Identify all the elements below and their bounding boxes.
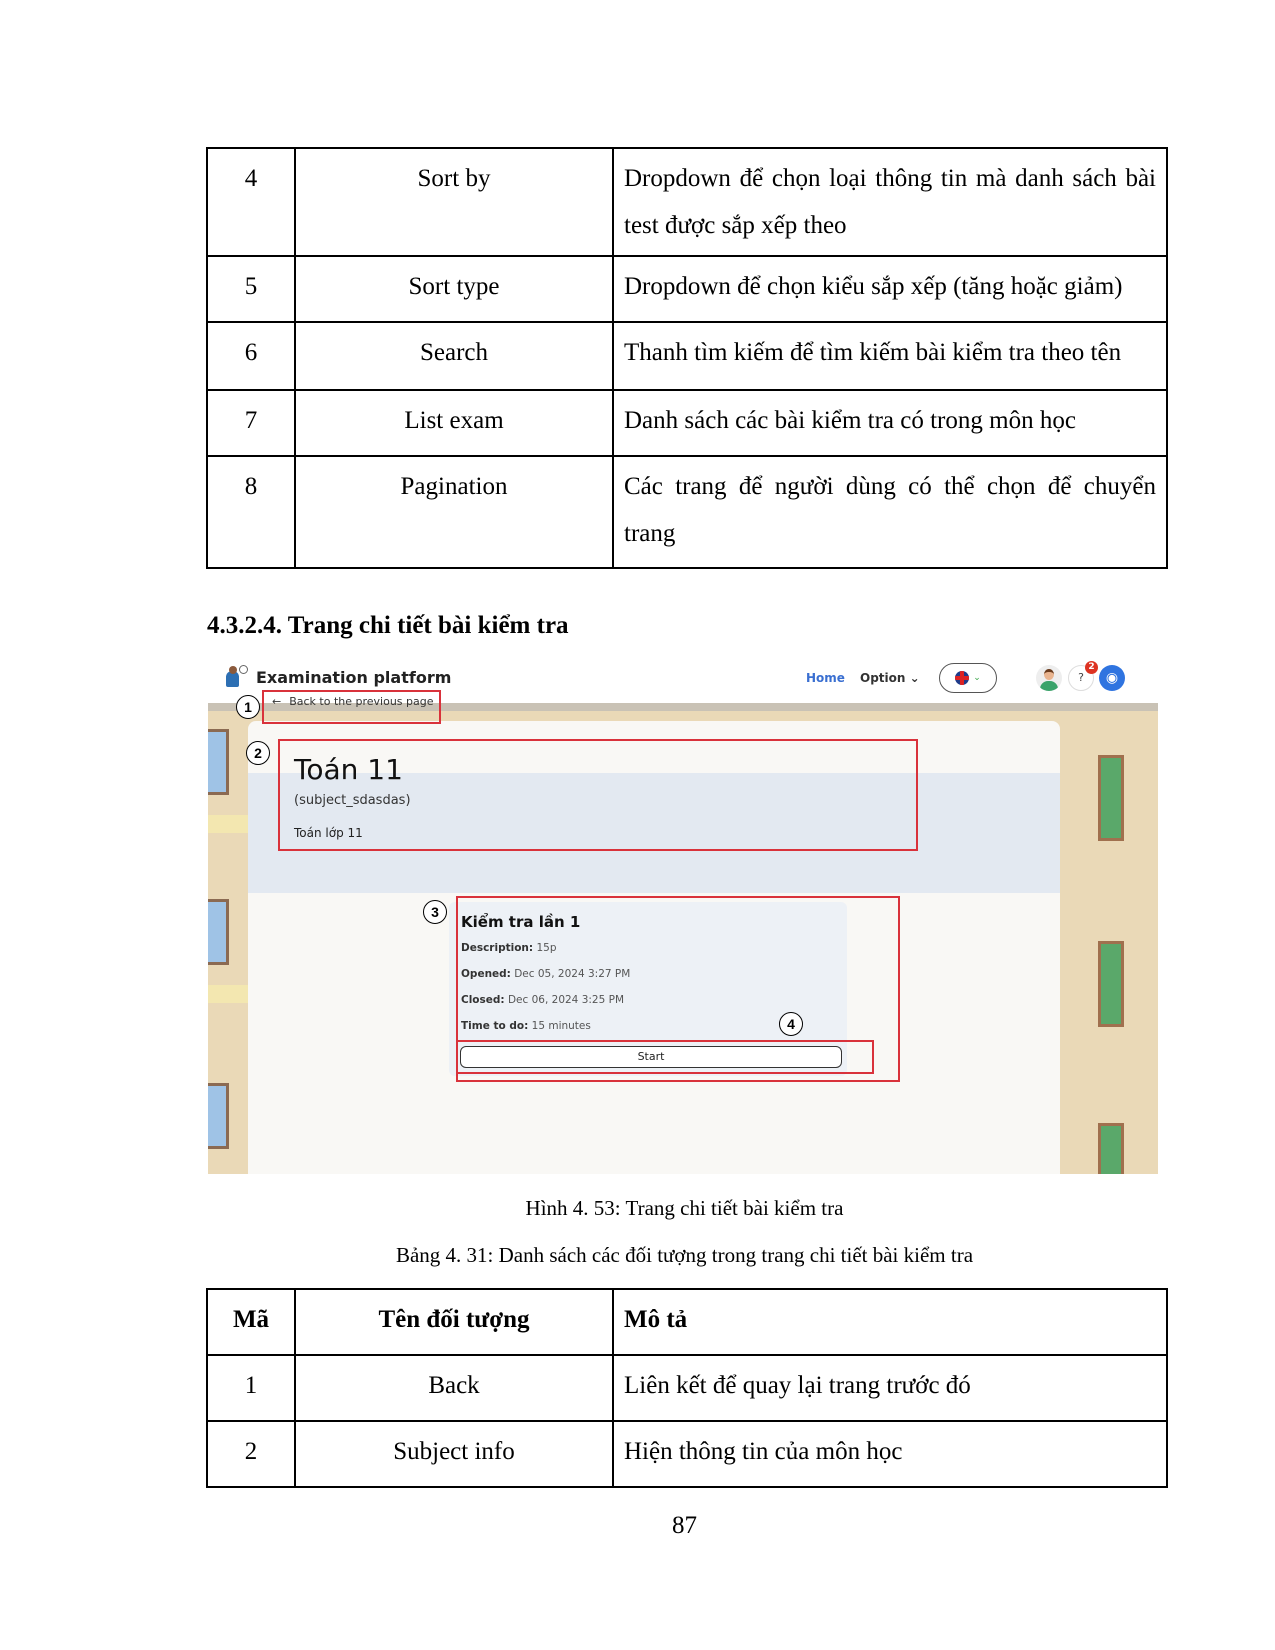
door-decoration: [1098, 941, 1124, 1027]
door-decoration: [1098, 755, 1124, 841]
row-code: 1: [207, 1355, 295, 1421]
table-row: [207, 1421, 1167, 1487]
window-decoration: [208, 1083, 229, 1149]
header-code: Mã: [207, 1289, 295, 1355]
header-name: Tên đối tượng: [295, 1289, 613, 1355]
door-decoration: [1098, 1123, 1124, 1174]
table-row: [207, 256, 1167, 322]
exam-opened: Opened: Dec 05, 2024 3:27 PM: [461, 968, 631, 980]
table-caption: Bảng 4. 31: Danh sách các đối tượng trong trang chi tiết bài kiểm tra: [395, 1243, 974, 1267]
window-decoration: [208, 729, 229, 795]
header-desc: Mô tả: [613, 1289, 1167, 1355]
table-row: [207, 148, 1167, 256]
row-name: Back: [295, 1355, 613, 1421]
row-desc: Dropdown để chọn loại thông tin mà danh sách bài test được sắp xếp theo: [613, 148, 1167, 256]
arrow-left-icon: ←: [272, 695, 282, 708]
row-desc: Hiện thông tin của môn học: [613, 1421, 1167, 1487]
table-row: [207, 1355, 1167, 1421]
row-name: Sort by: [295, 148, 613, 256]
language-selector[interactable]: [939, 663, 997, 693]
row-desc: Các trang để người dùng có thể chọn để chuyển trang: [613, 456, 1167, 568]
chat-button[interactable]: [1099, 665, 1125, 691]
highlight-box-1: [262, 690, 441, 724]
row-desc: Danh sách các bài kiểm tra có trong môn học: [613, 390, 1167, 456]
figure-screenshot: [208, 655, 1158, 1174]
nav-home-link[interactable]: Home: [806, 671, 845, 685]
nav-option-label: Option: [860, 671, 906, 685]
row-name: Pagination: [295, 456, 613, 568]
exam-time: Time to do: 15 minutes: [461, 1020, 591, 1032]
objects-table-continued: [206, 147, 1168, 569]
notification-button[interactable]: [1068, 662, 1095, 691]
row-code: 2: [207, 1421, 295, 1487]
notification-badge: 2: [1085, 661, 1098, 674]
page-number: 87: [672, 1512, 697, 1539]
row-code: 6: [207, 322, 295, 390]
row-name: List exam: [295, 390, 613, 456]
nav-option-dropdown[interactable]: [860, 671, 920, 685]
uk-flag-icon: [955, 671, 969, 685]
figure-caption: Hình 4. 53: Trang chi tiết bài kiểm tra: [525, 1196, 844, 1220]
row-desc: Thanh tìm kiếm để tìm kiếm bài kiểm tra theo tên: [613, 322, 1167, 390]
ledge-decoration: [208, 985, 248, 1003]
highlight-box-3: [456, 896, 900, 1082]
row-name: Search: [295, 322, 613, 390]
table-row: [207, 456, 1167, 568]
brand-title: Examination platform: [256, 667, 452, 687]
annotation-marker-2: 2: [246, 741, 270, 765]
highlight-box-2: [278, 739, 918, 851]
row-code: 5: [207, 256, 295, 322]
brand[interactable]: [224, 665, 451, 689]
chat-bubbles-icon: ◉: [1105, 670, 1119, 686]
row-code: 8: [207, 456, 295, 568]
table-header-row: [207, 1289, 1167, 1355]
user-avatar[interactable]: [1036, 665, 1062, 691]
chevron-down-icon: ⌄: [909, 671, 920, 685]
row-desc: Dropdown để chọn kiểu sắp xếp (tăng hoặc giảm): [613, 256, 1167, 322]
student-logo-icon: [224, 665, 248, 689]
exam-closed: Closed: Dec 06, 2024 3:25 PM: [461, 994, 625, 1006]
row-name: Sort type: [295, 256, 613, 322]
table-row: [207, 322, 1167, 390]
start-button[interactable]: Start: [460, 1046, 842, 1068]
row-desc: Liên kết để quay lại trang trước đó: [613, 1355, 1167, 1421]
subject-code: (subject_sdasdas): [294, 793, 411, 808]
back-link-label: Back to the previous page: [289, 695, 434, 708]
ledge-decoration: [208, 815, 248, 833]
table-row: [207, 390, 1167, 456]
objects-table: [206, 1288, 1168, 1488]
bell-icon: ?: [1078, 671, 1084, 684]
section-heading: 4.3.2.4. Trang chi tiết bài kiểm tra: [207, 612, 569, 639]
annotation-marker-4: 4: [779, 1012, 803, 1036]
window-decoration: [208, 899, 229, 965]
annotation-marker-1: 1: [236, 695, 260, 719]
row-code: 7: [207, 390, 295, 456]
annotation-marker-3: 3: [423, 900, 447, 924]
subject-description: Toán lớp 11: [294, 826, 363, 840]
exam-title: Kiểm tra lần 1: [461, 913, 581, 931]
exam-description: Description: 15p: [461, 942, 557, 954]
row-code: 4: [207, 148, 295, 256]
chevron-down-icon: ⌄: [973, 673, 981, 683]
subject-title: Toán 11: [294, 753, 403, 786]
row-name: Subject info: [295, 1421, 613, 1487]
